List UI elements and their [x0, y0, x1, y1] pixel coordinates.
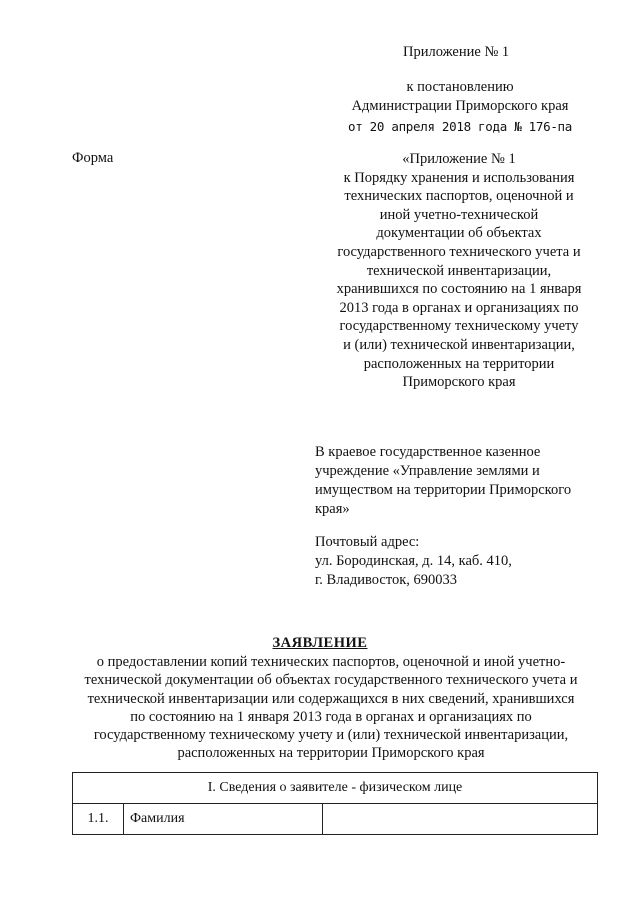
- statement-line: государственному техническому учету и (или) технической инвентаризации,: [93, 727, 569, 744]
- surname-field[interactable]: [323, 804, 598, 835]
- addressee-line: В краевое государственное казенное: [315, 444, 541, 460]
- section-heading: I. Сведения о заявителе - физическом лице: [73, 773, 598, 804]
- postal-label: Почтовый адрес:: [315, 534, 420, 550]
- addressee-line: имуществом на территории Приморского: [315, 482, 572, 498]
- postal-street: ул. Бородинская, д. 14, каб. 410,: [315, 553, 512, 569]
- addressee-line: края»: [315, 501, 350, 517]
- order-line: иной учетно-технической: [379, 206, 539, 223]
- table-row: [73, 804, 598, 835]
- resolution-line: к постановлению: [406, 79, 514, 95]
- appendix-title: Приложение № 1: [403, 44, 510, 60]
- order-appendix-reference: [318, 150, 600, 392]
- statement-subtitle: [66, 653, 596, 763]
- order-line: «Приложение № 1: [402, 151, 516, 167]
- resolution-line: Администрации Приморского края: [351, 98, 569, 114]
- statement-line: расположенных на территории Приморского края: [177, 745, 485, 762]
- order-line: к Порядку хранения и использования: [343, 169, 575, 186]
- order-line: Приморского края: [402, 374, 516, 391]
- addressee: [315, 443, 600, 519]
- postal-city: г. Владивосток, 690033: [315, 572, 458, 588]
- order-line: 2013 года в органах и организациях по: [339, 299, 579, 316]
- order-line: документации об объектах: [376, 225, 542, 242]
- row-label: Фамилия: [124, 804, 323, 835]
- postal-address: [315, 533, 600, 590]
- order-line: расположенных на территории: [363, 355, 555, 372]
- table-section-row: [73, 773, 598, 804]
- order-line: хранившихся по состоянию на 1 января: [336, 281, 582, 298]
- applicant-info-table: [72, 772, 598, 835]
- statement-line: технической инвентаризации или содержащихся в них сведений, хранившихся: [87, 690, 575, 707]
- statement-title: ЗАЯВЛЕНИЕ: [272, 635, 368, 651]
- statement-line: о предоставлении копий технических паспортов, оценочной и иной учетно-: [96, 654, 566, 670]
- order-line: технической инвентаризации,: [366, 262, 552, 279]
- order-line: государственного технического учета и: [337, 243, 581, 260]
- statement-line: по состоянию на 1 января 2013 года в органах и организациях по: [130, 708, 532, 725]
- order-line: государственному техническому учету: [339, 318, 579, 335]
- resolution-reference: [340, 78, 580, 136]
- order-line: технических паспортов, оценочной и: [344, 188, 574, 205]
- form-label: Форма: [72, 150, 114, 166]
- addressee-line: учреждение «Управление землями и: [315, 463, 540, 479]
- resolution-date-stamp: от 20 апреля 2018 года № 176-па: [348, 119, 572, 134]
- row-number: 1.1.: [73, 804, 124, 835]
- order-line: и (или) технической инвентаризации,: [343, 336, 575, 353]
- statement-line: технической документации об объектах государственного технического учета и: [84, 672, 578, 689]
